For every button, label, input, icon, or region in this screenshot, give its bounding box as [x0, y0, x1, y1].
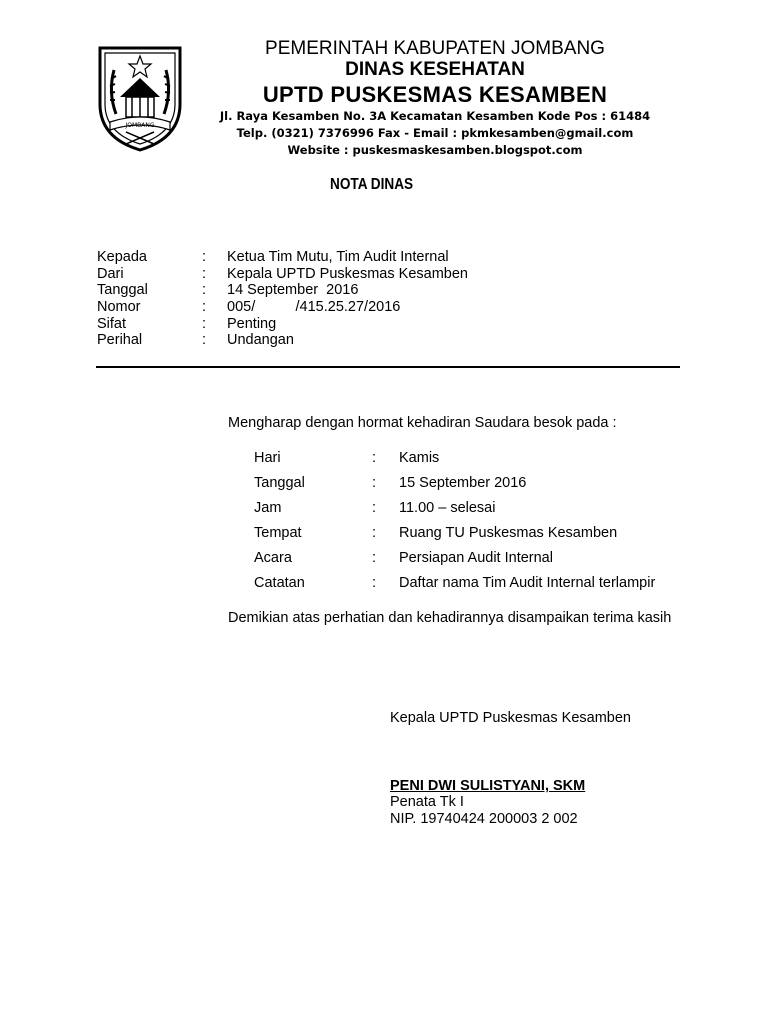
- detail-key: Hari: [254, 450, 281, 466]
- office-name: UPTD PUSKESMAS KESAMBEN: [262, 82, 608, 107]
- detail-key: Acara: [254, 550, 292, 566]
- meta-key: Perihal: [97, 332, 143, 349]
- detail-value: Kamis: [399, 450, 440, 466]
- meta-sep: :: [202, 299, 207, 316]
- detail-sep: :: [372, 450, 377, 466]
- office-contact: Telp. (0321) 7376996 Fax - Email : pkmkesamben@gmail.com: [236, 126, 634, 140]
- detail-value: 11.00 – selesai: [399, 500, 496, 516]
- meta-key: Tanggal: [97, 282, 148, 299]
- intro-text: Mengharap dengan hormat kehadiran Saudara besok pada :: [228, 415, 617, 431]
- office-address: Jl. Raya Kesamben No. 3A Kecamatan Kesamben Kode Pos : 61484: [219, 109, 651, 123]
- detail-value: Persiapan Audit Internal: [399, 550, 553, 566]
- divider-line: [96, 366, 680, 368]
- detail-sep: :: [372, 575, 377, 591]
- detail-sep: :: [372, 550, 377, 566]
- emblem-banner-text: JOMBANG: [125, 122, 155, 129]
- department-name: DINAS KESEHATAN: [345, 59, 525, 80]
- detail-sep: :: [372, 525, 377, 541]
- meta-sep: :: [202, 265, 207, 282]
- meta-value: Kepala UPTD Puskesmas Kesamben: [227, 265, 468, 282]
- meta-sep: :: [202, 282, 207, 299]
- meta-sep: :: [202, 332, 207, 349]
- meta-value: 14 September 2016: [227, 282, 359, 299]
- meta-key: Nomor: [97, 299, 141, 316]
- meta-key: Dari: [97, 265, 124, 282]
- detail-sep: :: [372, 500, 377, 516]
- closing-text: Demikian atas perhatian dan kehadirannya disampaikan terima kasih: [228, 610, 672, 626]
- meta-sep: :: [202, 249, 207, 265]
- detail-key: Tempat: [254, 525, 302, 541]
- signatory-rank: Penata Tk I: [390, 794, 464, 810]
- signatory-name: PENI DWI SULISTYANI, SKM: [390, 778, 586, 794]
- detail-key: Jam: [254, 500, 282, 516]
- signatory-nip: NIP. 19740424 200003 2 002: [390, 811, 578, 827]
- meta-key: Sifat: [97, 315, 127, 332]
- detail-key: Catatan: [254, 575, 305, 591]
- meta-key: Kepada: [97, 249, 147, 265]
- meta-value: Ketua Tim Mutu, Tim Audit Internal: [227, 249, 449, 265]
- meta-value: 005/ /415.25.27/2016: [227, 299, 401, 316]
- meta-sep: :: [202, 315, 207, 332]
- detail-value: 15 September 2016: [399, 475, 527, 491]
- meta-value: Penting: [227, 315, 277, 332]
- meta-value: Undangan: [227, 332, 294, 349]
- detail-key: Tanggal: [254, 475, 305, 491]
- jombang-emblem-icon: [96, 42, 184, 154]
- document-title: NOTA DINAS: [330, 176, 414, 193]
- detail-sep: :: [372, 475, 377, 491]
- detail-value: Daftar nama Tim Audit Internal terlampir: [399, 575, 656, 591]
- office-website: Website : puskesmaskesamben.blogspot.com: [287, 143, 583, 157]
- government-name: PEMERINTAH KABUPATEN JOMBANG: [265, 38, 605, 59]
- signatory-position: Kepala UPTD Puskesmas Kesamben: [390, 710, 631, 726]
- detail-value: Ruang TU Puskesmas Kesamben: [399, 525, 618, 541]
